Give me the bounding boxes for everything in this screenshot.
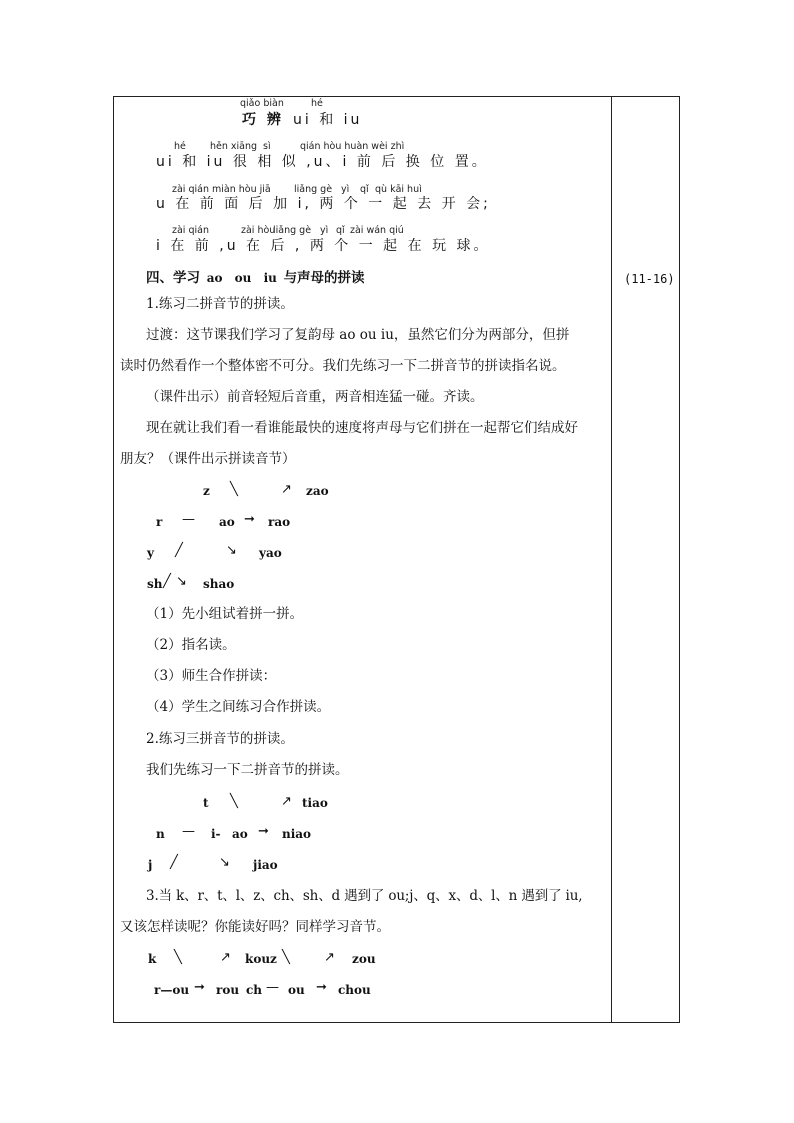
section-heading xyxy=(146,270,365,286)
down-right-line-icon: ╲ xyxy=(174,950,182,965)
right-arrow-icon: ➞ xyxy=(244,512,255,527)
paragraph: 又该怎样读呢？你能读好吗？同样学习音节。 xyxy=(120,919,390,935)
final-ao: ao xyxy=(232,827,248,841)
paragraph: 1.练习二拼音节的拼读。 xyxy=(146,296,294,312)
column-divider xyxy=(611,96,612,1023)
pinyin-annotation: yì xyxy=(320,225,329,236)
syllable-zou: zou xyxy=(352,952,376,966)
down-right-line-icon: ╲ xyxy=(230,794,238,809)
up-right-arrow-icon: ↗ xyxy=(281,794,292,809)
initial-n: n xyxy=(156,827,165,841)
right-arrow-icon: ➞ xyxy=(194,980,205,995)
down-right-line-icon: ╲ xyxy=(230,482,238,497)
pinyin-annotation: zài qián xyxy=(172,225,209,236)
syllable-jiao: jiao xyxy=(253,858,278,872)
pinyin-annotation: zài wán qiú xyxy=(350,225,404,236)
syllable-chou: chou xyxy=(338,983,371,997)
pinyin-annotation: qiǎo biàn xyxy=(240,98,284,109)
syllable-kou: kouz xyxy=(245,952,277,966)
rhyme-line: ui 和 iu 很 相 似 ,u、i 前 后 换 位 置。 xyxy=(156,154,489,170)
initial-y: y xyxy=(147,546,154,560)
paragraph: 读时仍然看作一个整体密不可分。我们先练习一下二拼音节的拼读指名说。 xyxy=(120,358,566,374)
section-heading-prefix: 四、学习 xyxy=(146,270,200,286)
pinyin-annotation: yì xyxy=(341,184,350,195)
section-heading-latin: ao ou iu xyxy=(206,271,277,285)
up-right-line-icon: ╱ xyxy=(163,574,171,589)
syllable-rou: rou xyxy=(216,983,240,997)
medial-i: i- xyxy=(211,827,221,841)
time-note: (11-16) xyxy=(624,272,675,286)
pinyin-annotation: hěn xiāng xyxy=(210,141,258,152)
pinyin-annotation: zài hòu xyxy=(241,225,276,236)
dash-line-icon: — xyxy=(266,980,279,995)
pinyin-annotation: hé xyxy=(311,98,323,109)
section-heading-suffix: 与声母的拼读 xyxy=(283,270,365,286)
step-item: （1）先小组试着拼一拼。 xyxy=(146,606,304,622)
syllable-tiao: tiao xyxy=(302,796,328,810)
paragraph: 朋友？（课件出示拼读音节） xyxy=(120,451,296,467)
paragraph: 现在就让我们看一看谁能最快的速度将声母与它们拼在一起帮它们结成好 xyxy=(146,420,578,436)
up-right-line-icon: ╱ xyxy=(170,855,178,870)
down-right-arrow-icon: ↘ xyxy=(226,543,237,558)
rhyme-line: u 在 前 面 后 加 i, 两 个 一 起 去 开 会; xyxy=(156,196,491,212)
down-right-arrow-icon: ↘ xyxy=(219,855,230,870)
paragraph: 3.当 k、r、t、l、z、ch、sh、d 遇到了 ou;j、q、x、d、l、n 遇到了 iu, xyxy=(146,888,583,904)
initial-sh: sh xyxy=(147,577,163,591)
initial-r: r xyxy=(156,515,163,529)
step-item: （4）学生之间练习合作拼读。 xyxy=(146,699,331,715)
initial-r-ou: r—ou xyxy=(154,983,190,997)
syllable-rao: rao xyxy=(268,515,291,529)
paragraph: （课件出示）前音轻短后音重，两音相连猛一碰。齐读。 xyxy=(146,389,484,405)
rhyme-line: i 在 前 ,u 在 后 , 两 个 一 起 在 玩 球。 xyxy=(156,238,491,254)
down-right-arrow-icon: ↘ xyxy=(176,574,187,589)
syllable-yao: yao xyxy=(259,546,282,560)
pinyin-annotation: zài qián miàn hòu jiā xyxy=(172,184,271,195)
pinyin-annotation: liǎng gè xyxy=(294,184,333,195)
rhyme-title-latin: ui 和 iu xyxy=(293,112,363,128)
dash-line-icon: — xyxy=(182,512,195,527)
pinyin-annotation: hé xyxy=(174,141,186,152)
initial-k: k xyxy=(148,952,157,966)
rhyme-title: 巧 辨 xyxy=(242,112,284,128)
syllable-shao: shao xyxy=(203,577,235,591)
pinyin-annotation: qù kāi huì xyxy=(375,184,422,195)
initial-t: t xyxy=(203,796,209,810)
initial-ch: ch xyxy=(246,983,263,997)
pinyin-annotation: qǐ xyxy=(336,225,345,236)
initial-j: j xyxy=(148,858,153,872)
paragraph: 2.练习三拼音节的拼读。 xyxy=(146,731,294,747)
up-right-arrow-icon: ↗ xyxy=(281,482,292,497)
pinyin-annotation: qián hòu huàn wèi zhì xyxy=(300,141,405,152)
right-arrow-icon: ➞ xyxy=(258,824,269,839)
step-item: （2）指名读。 xyxy=(146,637,236,653)
right-arrow-icon: ➞ xyxy=(316,980,327,995)
up-right-arrow-icon: ↗ xyxy=(324,950,335,965)
up-right-arrow-icon: ↗ xyxy=(220,950,231,965)
down-right-line-icon: ╲ xyxy=(282,950,290,965)
pinyin-annotation: qǐ xyxy=(360,184,369,195)
syllable-zao: zao xyxy=(306,484,329,498)
pinyin-annotation: liǎng gè xyxy=(273,225,312,236)
initial-z: z xyxy=(203,484,210,498)
step-item: （3）师生合作拼读： xyxy=(146,668,277,684)
final-ou: ou xyxy=(288,983,305,997)
syllable-niao: niao xyxy=(282,827,312,841)
up-right-line-icon: ╱ xyxy=(175,543,183,558)
paragraph: 过渡：这节课我们学习了复韵母 ao ou iu，虽然它们分为两部分，但拼 xyxy=(146,327,570,343)
pinyin-annotation: sì xyxy=(263,141,271,152)
final-ao: ao xyxy=(219,515,235,529)
paragraph: 我们先练习一下二拼音节的拼读。 xyxy=(146,762,349,778)
dash-line-icon: — xyxy=(182,824,195,839)
